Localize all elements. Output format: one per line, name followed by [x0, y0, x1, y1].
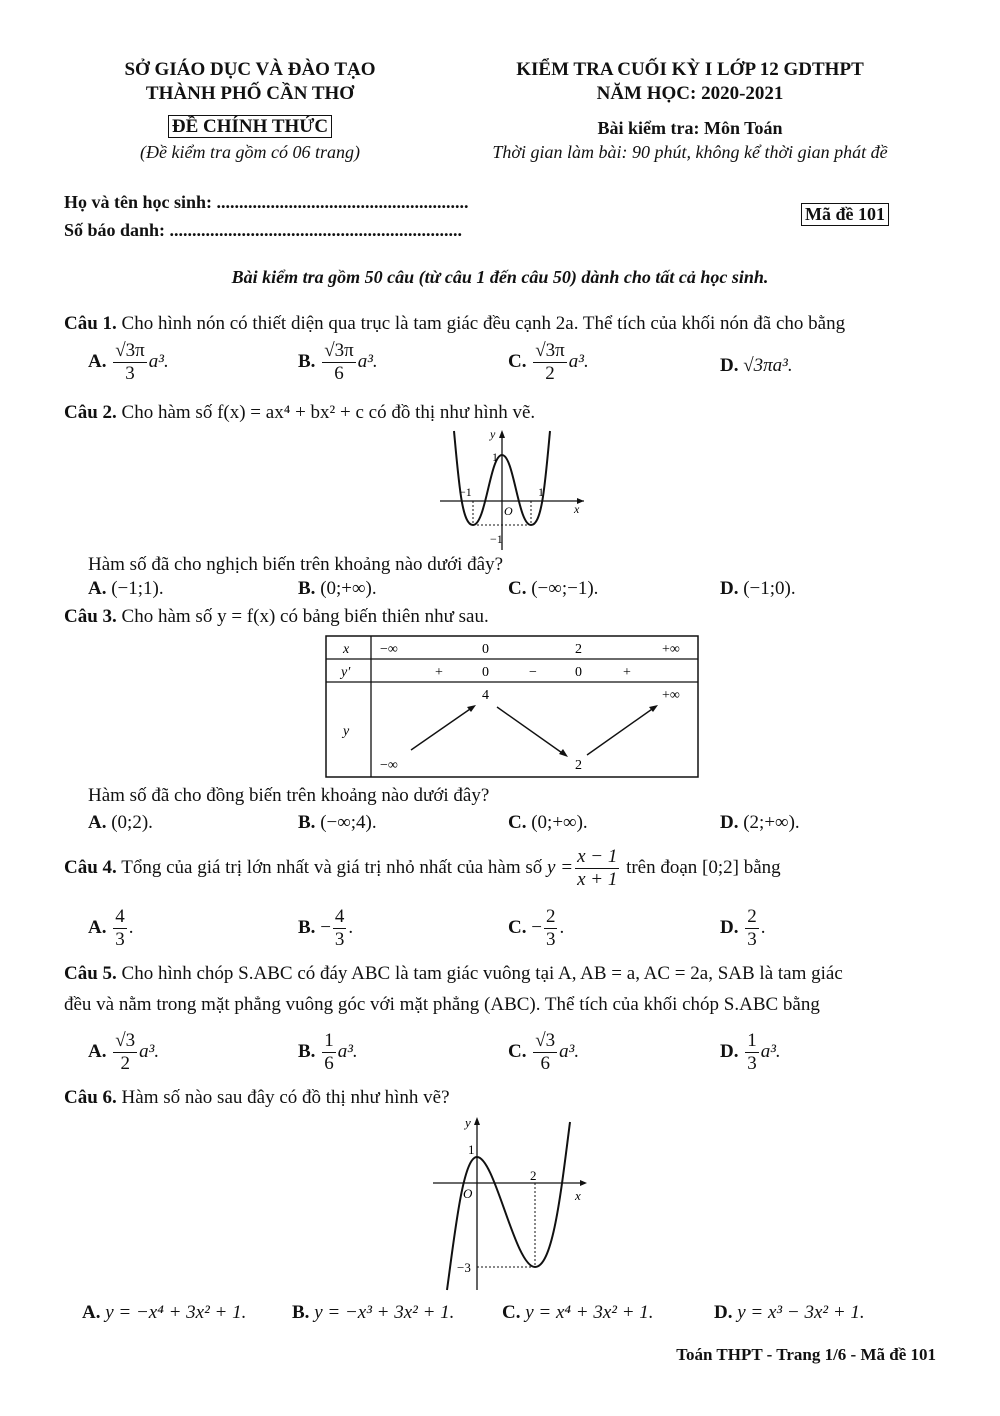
q3-option-b: B. (−∞;4). [298, 812, 377, 833]
vt-sign-1: 0 [482, 665, 489, 680]
q2-option-d: D. (−1;0). [720, 578, 796, 599]
q5-option-b: B. $\frac{1}{6}$ a³. [298, 1030, 358, 1074]
vt-yprime-header: y′ [341, 665, 351, 680]
student-name-line: Họ và tên học sinh: ........................................................ [64, 192, 469, 212]
vt-y-bottom-0: −∞ [380, 758, 398, 773]
q5-option-d: D. $\frac{1}{3}$ a³. [720, 1030, 781, 1074]
q4-option-c: C. − $\frac{2}{3}$ . [508, 906, 565, 950]
q6-option-d: D. y = x³ − 3x² + 1. [714, 1302, 865, 1323]
student-id-line: Số báo danh: ................................................................. [64, 220, 463, 240]
vt-x-0: −∞ [380, 642, 398, 657]
question-6: Câu 6. Hàm số nào sau đây có đồ thị như hình vẽ? [64, 1087, 450, 1108]
vt-y-top-0: 4 [482, 688, 489, 703]
q1-option-d: D. √3πa³. [720, 355, 793, 376]
q6-graph [425, 1112, 595, 1294]
q6-x-label: x [575, 1188, 581, 1203]
vt-y-header: y [343, 724, 350, 739]
q2-y-label: y [490, 427, 496, 441]
q2-x-one: 1 [538, 485, 544, 499]
q4-option-d: D. $\frac{2}{3}$ . [720, 906, 766, 950]
q2-option-b: B. (0;+∞). [298, 578, 377, 599]
question-5: Câu 5. Cho hình chóp S.ABC có đáy ABC là tam giác vuông tại A, AB = a, AC = 2a, SAB là tam giác [64, 963, 843, 984]
question-1: Câu 1. Cho hình nón có thiết diện qua trục là tam giác đều cạnh 2a. Thể tích của khối nón đã cho bằng [64, 313, 846, 334]
q4-option-a: A. $\frac{4}{3}$ . [88, 906, 134, 950]
q6-option-c: C. y = x⁴ + 3x² + 1. [502, 1302, 654, 1323]
q5-option-c: C. $\frac{√3}{6}$ a³. [508, 1030, 580, 1074]
question-4: Câu 4. Tổng của giá trị lớn nhất và giá trị nhỏ nhất của hàm số y = $\frac{x - 1}{x + 1}$ trên đoạn [0;2] bằng [64, 846, 781, 890]
q6-x-two: 2 [530, 1168, 537, 1183]
q2-origin-label: O [504, 504, 513, 518]
q6-origin-label: O [463, 1186, 473, 1201]
vt-sign-0: + [435, 665, 443, 680]
variation-table [325, 635, 699, 779]
q2-option-c: C. (−∞;−1). [508, 578, 599, 599]
intro: Bài kiểm tra gồm 50 câu (từ câu 1 đến câu 50) dành cho tất cả học sinh. [231, 267, 769, 287]
q6-option-b: B. y = −x³ + 3x² + 1. [292, 1302, 455, 1323]
q3-option-d: D. (2;+∞). [720, 812, 800, 833]
vt-x-2: 2 [575, 642, 582, 657]
vt-x-1: 0 [482, 642, 489, 657]
question-2: Câu 2. Cho hàm số f(x) = ax⁴ + bx² + c có đồ thị như hình vẽ. [64, 402, 536, 423]
vt-y-top-1: +∞ [662, 688, 680, 703]
vt-x-header: x [343, 642, 350, 657]
vt-sign-3: 0 [575, 665, 582, 680]
q6-y-neg-three: −3 [457, 1260, 471, 1275]
q2-x-label: x [574, 502, 580, 516]
q2-x-neg-one: −1 [459, 485, 472, 499]
q5-option-a: A. $\frac{√3}{2}$ a³. [88, 1030, 160, 1074]
q4-option-b: B. − $\frac{4}{3}$ . [298, 906, 354, 950]
q6-option-a: A. y = −x⁴ + 3x² + 1. [82, 1302, 247, 1323]
vt-x-3: +∞ [662, 642, 680, 657]
q2-y-one: 1 [492, 450, 498, 464]
vt-y-bottom-1: 2 [575, 758, 582, 773]
q3-option-c: C. (0;+∞). [508, 812, 588, 833]
q2-option-a: A. (−1;1). [88, 578, 164, 599]
q1-option-c: C. $\frac{√3\pi}{2}$ a³. [508, 340, 589, 384]
page-footer: Toán THPT - Trang 1/6 - Mã đề 101 [676, 1345, 936, 1364]
q1-option-b: B. $\frac{√3\pi}{6}$ a³. [298, 340, 378, 384]
q1-option-a: A. $\frac{√3\pi}{3}$ a³. [88, 340, 169, 384]
q2-question: Hàm số đã cho nghịch biến trên khoảng nào dưới đây? [88, 554, 504, 575]
q6-y-one: 1 [468, 1142, 475, 1157]
question-5-line2: đều và nằm trong mặt phẳng vuông góc với mặt phẳng (ABC). Thể tích của khối chóp S.ABC bằng [64, 994, 820, 1015]
q3-option-a: A. (0;2). [88, 812, 153, 833]
q2-graph [432, 425, 592, 555]
vt-sign-4: + [623, 665, 631, 680]
time-note: Thời gian làm bài: 90 phút, không kể thời gian phát đề [492, 142, 888, 162]
official-stamp: ĐỀ CHÍNH THỨC [60, 115, 440, 139]
vt-sign-2: − [529, 665, 537, 680]
q6-y-label: y [465, 1115, 471, 1130]
pages-note: (Đề kiểm tra gồm có 06 trang) [140, 142, 360, 162]
exam-title: KIỂM TRA CUỐI KỲ I LỚP 12 GDTHPT NĂM HỌC: 2020-2021 [516, 59, 864, 104]
department-name: SỞ GIÁO DỤC VÀ ĐÀO TẠO THÀNH PHỐ CẦN THƠ [124, 59, 376, 104]
subject: Bài kiểm tra: Môn Toán [597, 118, 783, 138]
exam-code: Mã đề 101 [801, 203, 889, 226]
q3-question: Hàm số đã cho đồng biến trên khoảng nào dưới đây? [88, 785, 490, 806]
q2-y-neg-one: −1 [490, 532, 503, 546]
question-3: Câu 3. Cho hàm số y = f(x) có bảng biến thiên như sau. [64, 606, 489, 627]
